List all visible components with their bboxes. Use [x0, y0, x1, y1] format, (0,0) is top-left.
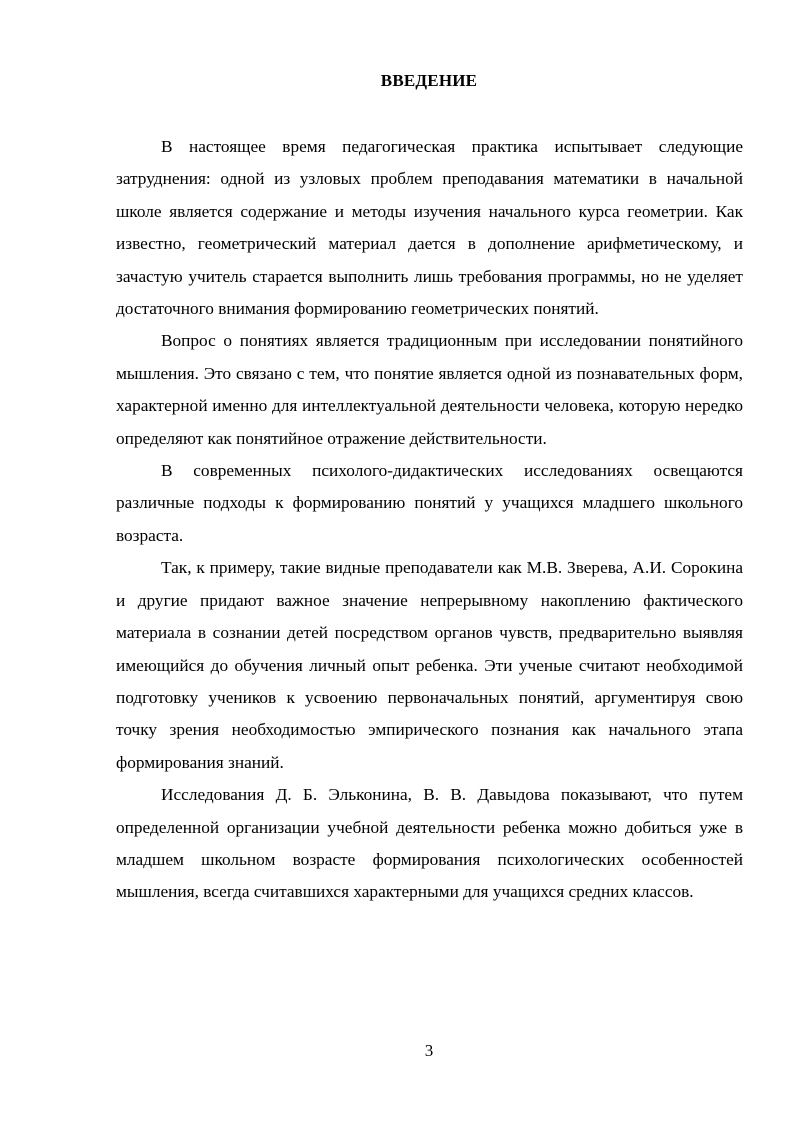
- paragraph-3: В современных психолого-дидактических исследованиях освещаются различные подходы к формированию понятий у учащихся младшего школьного возраста.: [116, 461, 743, 545]
- body-text: [116, 131, 743, 909]
- paragraph-1: В настоящее время педагогическая практика испытывает следующие затруднения: одной из узловых проблем преподавания математики в начальной школе является содержание и методы изучения начального курса геометрии. Как известно, геометрический материал дается в дополнение арифметическому, и зачастую учитель старается выполнить лишь требования программы, но не уделяет достаточного внимания формированию геометрических понятий.: [116, 137, 743, 319]
- paragraph-2: Вопрос о понятиях является традиционным при исследовании понятийного мышления. Это связано с тем, что понятие является одной из познавательных форм, характерной именно для интеллектуальной деятельности человека, которую нередко определяют как понятийное отражение действительности.: [116, 331, 743, 448]
- paragraph-4: Так, к примеру, такие видные преподаватели как М.В. Зверева, А.И. Сорокина и другие придают важное значение непрерывному накоплению фактического материала в сознании детей посредством органов чувств, предварительно выявляя имеющийся до обучения личный опыт ребенка. Эти ученые считают необходимой подготовку учеников к усвоению первоначальных понятий, аргументируя свою точку зрения необходимостью эмпирического познания как начального этапа формирования знаний.: [116, 558, 743, 772]
- section-title: ВВЕДЕНИЕ: [380, 71, 478, 90]
- page-number: 3: [424, 1041, 434, 1060]
- paragraph-5: Исследования Д. Б. Эльконина, В. В. Давыдова показывают, что путем определенной организации учебной деятельности ребенка можно добиться уже в младшем школьном возрасте формирования психологических особенностей мышления, всегда считавшихся характерными для учащихся средних классов.: [116, 785, 743, 902]
